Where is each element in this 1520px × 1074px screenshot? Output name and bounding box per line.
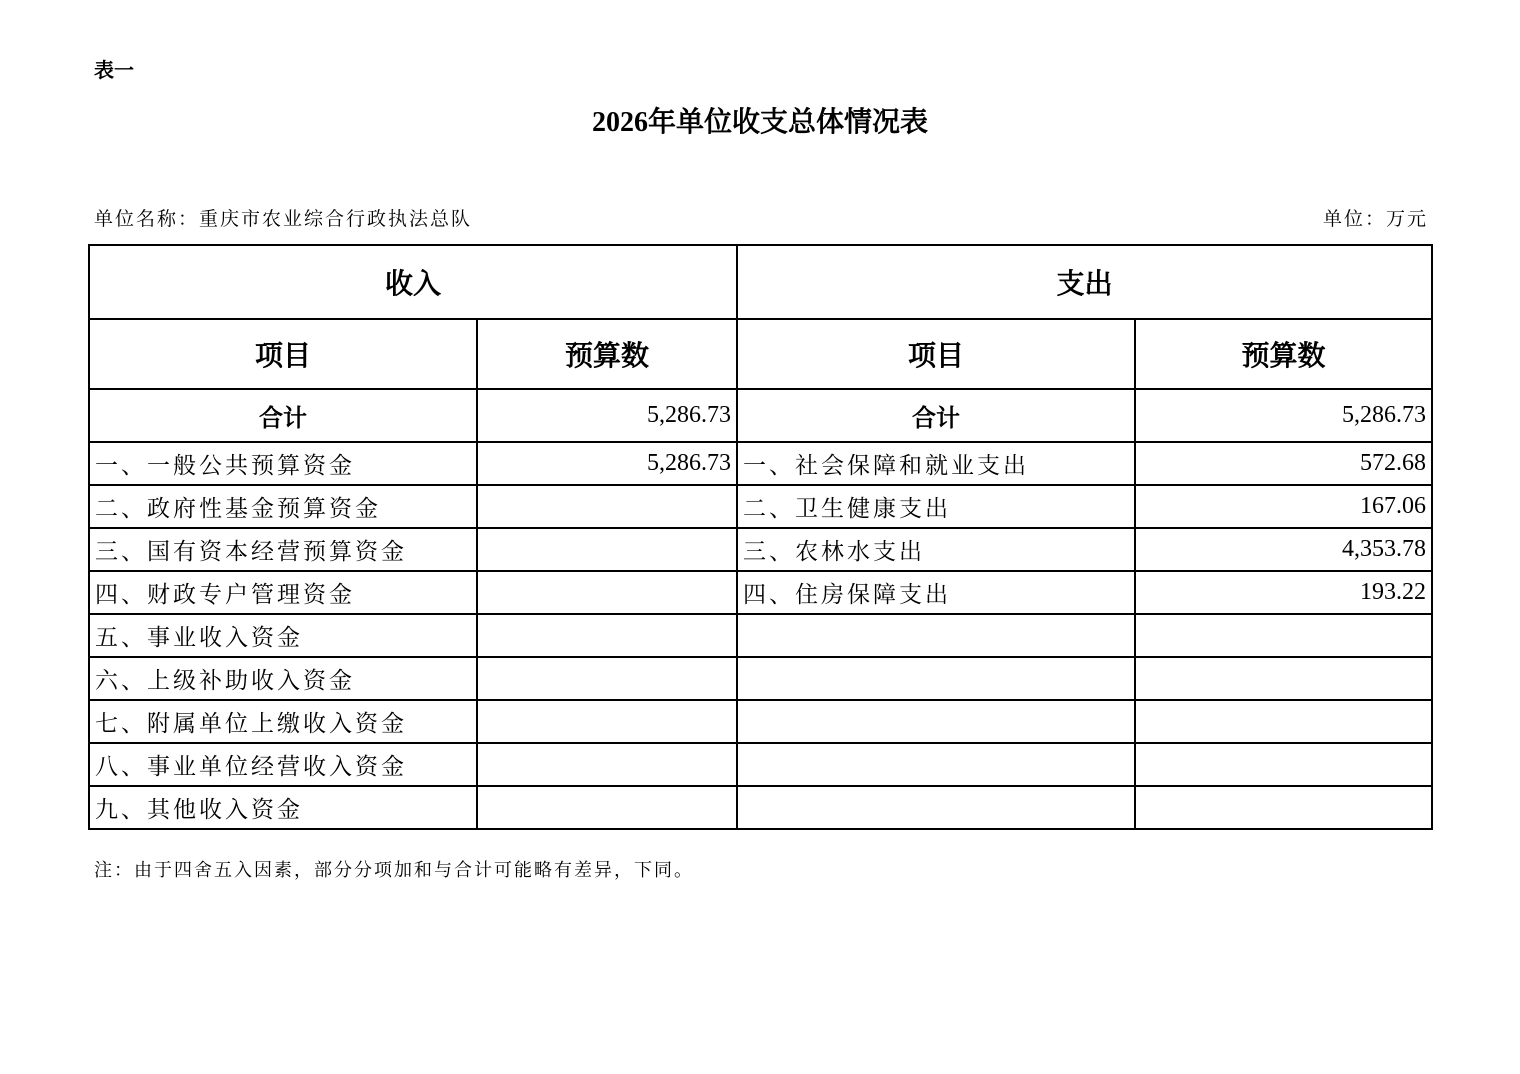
income-item: 二、政府性基金预算资金	[89, 485, 477, 528]
expense-item	[737, 614, 1135, 657]
expense-value	[1135, 700, 1432, 743]
income-value	[477, 571, 737, 614]
table-row	[89, 700, 1432, 743]
income-item: 五、事业收入资金	[89, 614, 477, 657]
expense-value	[1135, 786, 1432, 829]
expense-value	[1135, 614, 1432, 657]
table-row	[89, 571, 1432, 614]
expense-budget-header: 预算数	[1135, 319, 1432, 389]
expense-item: 一、社会保障和就业支出	[737, 442, 1135, 485]
expense-item-header: 项目	[737, 319, 1135, 389]
expense-item: 四、住房保障支出	[737, 571, 1135, 614]
income-item: 六、上级补助收入资金	[89, 657, 477, 700]
income-total-value: 5,286.73	[477, 389, 737, 442]
budget-table	[88, 244, 1433, 830]
expense-total-label: 合计	[737, 389, 1135, 442]
expense-header: 支出	[737, 245, 1432, 319]
column-header-row	[89, 319, 1432, 389]
income-item: 九、其他收入资金	[89, 786, 477, 829]
expense-value: 572.68	[1135, 442, 1432, 485]
expense-value	[1135, 657, 1432, 700]
income-total-label: 合计	[89, 389, 477, 442]
income-value	[477, 657, 737, 700]
income-header: 收入	[89, 245, 737, 319]
income-value	[477, 743, 737, 786]
income-item: 三、国有资本经营预算资金	[89, 528, 477, 571]
expense-item	[737, 657, 1135, 700]
income-value: 5,286.73	[477, 442, 737, 485]
income-item: 八、事业单位经营收入资金	[89, 743, 477, 786]
expense-item	[737, 786, 1135, 829]
page-title: 2026年单位收支总体情况表	[591, 107, 928, 138]
table-label: 表一	[94, 58, 134, 82]
income-value	[477, 614, 737, 657]
expense-value: 167.06	[1135, 485, 1432, 528]
expense-item: 二、卫生健康支出	[737, 485, 1135, 528]
expense-item	[737, 743, 1135, 786]
income-value	[477, 700, 737, 743]
income-item: 四、财政专户管理资金	[89, 571, 477, 614]
expense-total-value: 5,286.73	[1135, 389, 1432, 442]
expense-item	[737, 700, 1135, 743]
total-row	[89, 389, 1432, 442]
expense-value	[1135, 743, 1432, 786]
section-header-row	[89, 245, 1432, 319]
table-row	[89, 442, 1432, 485]
unit-name: 单位名称：重庆市农业综合行政执法总队	[94, 208, 473, 230]
table-row	[89, 528, 1432, 571]
income-value	[477, 528, 737, 571]
unit-label: 单位：万元	[1322, 208, 1428, 230]
income-budget-header: 预算数	[477, 319, 737, 389]
income-item: 七、附属单位上缴收入资金	[89, 700, 477, 743]
expense-value: 4,353.78	[1135, 528, 1432, 571]
expense-item: 三、农林水支出	[737, 528, 1135, 571]
table-row	[89, 614, 1432, 657]
income-item: 一、一般公共预算资金	[89, 442, 477, 485]
income-value	[477, 485, 737, 528]
table-row	[89, 485, 1432, 528]
footnote: 注：由于四舍五入因素，部分分项加和与合计可能略有差异，下同。	[94, 860, 694, 881]
expense-value: 193.22	[1135, 571, 1432, 614]
table-row	[89, 743, 1432, 786]
table-row	[89, 786, 1432, 829]
table-row	[89, 657, 1432, 700]
income-value	[477, 786, 737, 829]
income-item-header: 项目	[89, 319, 477, 389]
